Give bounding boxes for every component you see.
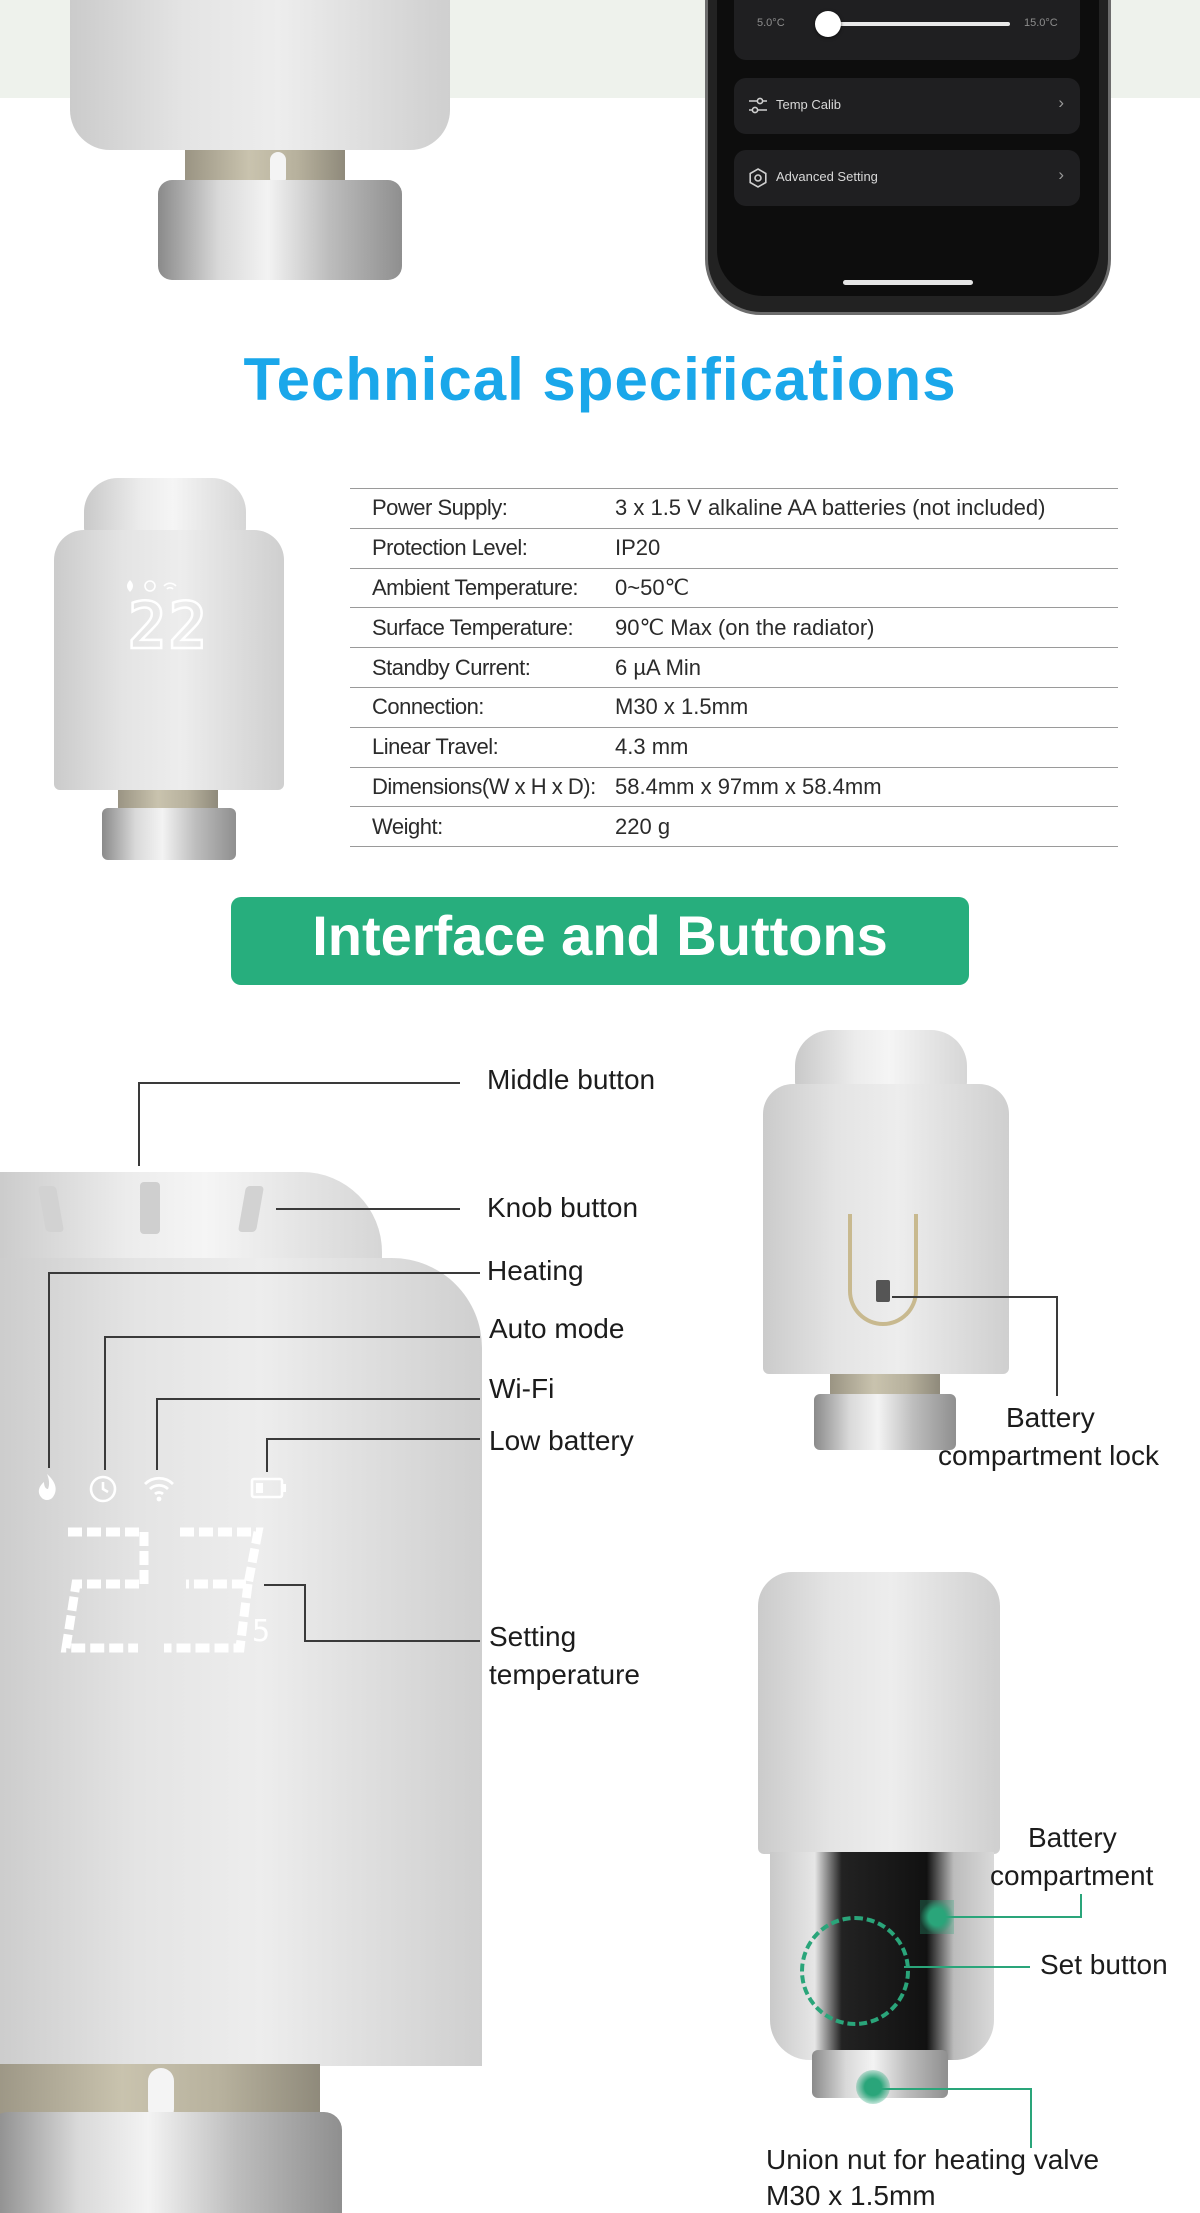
menu-item-advanced-setting[interactable] [734,150,1080,206]
spec-value: 0~50℃ [615,574,690,600]
section-title-technical-specifications: Technical specifications [243,346,957,413]
large-thermostat-body [0,1258,482,2066]
spec-key: Dimensions(W x H x D): [372,773,596,799]
callout-line [156,1398,158,1470]
label-wifi: Wi-Fi [489,1373,555,1404]
right-device-cap [795,1030,967,1090]
callout-line [1056,1296,1058,1396]
opened-device-cap [758,1572,1000,1854]
slider-card [734,0,1080,60]
display-decimal: 5 [252,1614,271,1649]
callout-line [892,1296,1058,1298]
temperature-slider-thumb[interactable] [815,11,841,37]
spec-value: 58.4mm x 97mm x 58.4mm [615,773,882,799]
spec-key: Protection Level: [372,535,528,561]
spec-value: 220 g [615,813,671,839]
spec-value: M30 x 1.5mm [615,694,749,720]
chevron-right-icon: › [1058,93,1064,112]
label-union-nut-line1: Union nut for heating valve [766,2144,1100,2175]
clock-icon [88,1474,118,1504]
label-battery-compartment-line1: Battery [1028,1822,1117,1853]
spec-value: 6 µA Min [615,654,702,680]
spec-value: 3 x 1.5 V alkaline AA batteries (not included) [615,495,1046,521]
spec-device-cap [84,478,246,536]
callout-line [138,1082,460,1084]
spec-value: 4.3 mm [615,734,689,760]
battery-lock-icon [876,1280,890,1302]
wifi-icon [142,1474,176,1502]
spec-key: Standby Current: [372,654,531,680]
label-setting-temperature-line2: temperature [489,1659,640,1690]
callout-line [264,1584,304,1586]
callout-line [104,1336,480,1338]
label-setting-temperature-line1: Setting [489,1621,577,1652]
label-low-battery: Low battery [489,1425,634,1456]
label-knob-button: Knob button [487,1192,639,1223]
callout-line [48,1272,50,1468]
menu-item-temp-calib[interactable] [734,78,1080,134]
chevron-right-icon: › [1058,165,1064,184]
spec-row [350,489,1118,529]
label-union-nut-line2: M30 x 1.5mm [766,2180,936,2211]
spec-key: Surface Temperature: [372,614,574,640]
callout-line [48,1272,480,1274]
spec-device-nut [102,808,236,860]
slider-max-label: 15.0°C [1024,17,1058,29]
spec-key: Ambient Temperature: [372,574,579,600]
callout-line [276,1208,460,1210]
large-thermostat-nut [0,2112,342,2213]
callout-line [904,1966,1030,1968]
label-middle-button: Middle button [487,1064,656,1095]
section-title-interface-and-buttons: Interface and Buttons [312,904,888,967]
spec-key: Connection: [372,694,484,720]
spec-row [350,568,1118,608]
callout-line [156,1398,480,1400]
callout-line [304,1640,480,1642]
spec-row [350,807,1118,847]
spec-value: 90℃ Max (on the radiator) [615,614,875,640]
label-set-button: Set button [1040,1949,1168,1980]
slider-min-label: 5.0°C [757,17,785,29]
gear-icon [748,168,768,188]
top-thermostat-nut [158,180,402,280]
spec-row [350,727,1118,767]
knob-notch [140,1182,160,1234]
callout-line [874,2088,1032,2090]
callout-line [304,1584,306,1642]
label-battery-lock-line1: Battery [1006,1402,1095,1433]
menu-item-label: Temp Calib [776,97,842,112]
callout-line [104,1336,106,1470]
menu-item-label: Advanced Setting [776,169,878,184]
spec-row [350,687,1118,727]
set-button-highlight[interactable] [800,1916,910,2026]
flame-icon [34,1472,60,1502]
label-auto-mode: Auto mode [489,1313,625,1344]
spec-row [350,648,1118,688]
battery-compartment-lock[interactable] [848,1214,918,1326]
callout-line [938,1916,1082,1918]
spec-value: IP20 [615,535,661,561]
spec-device-display: 22 [128,590,210,664]
temperature-slider-track[interactable] [818,22,1010,26]
spec-table [350,488,1118,847]
label-battery-lock-line2: compartment lock [938,1440,1159,1471]
spec-row [350,767,1118,807]
spec-key: Linear Travel: [372,734,499,760]
home-indicator [843,280,973,285]
top-thermostat-body [70,0,450,150]
spec-row [350,608,1118,648]
label-battery-compartment-line2: compartment [990,1860,1154,1891]
callout-line [266,1438,480,1440]
low-battery-icon [250,1476,288,1500]
sliders-icon [748,97,768,115]
callout-line [1080,1894,1082,1918]
label-heating: Heating [487,1255,584,1286]
spec-key: Power Supply: [372,495,508,521]
right-device-nut [814,1394,956,1450]
callout-line [138,1082,140,1166]
callout-line [266,1438,268,1472]
callout-line [1030,2088,1032,2148]
union-nut-dot [856,2070,890,2104]
spec-row [350,528,1118,568]
spec-key: Weight: [372,813,443,839]
